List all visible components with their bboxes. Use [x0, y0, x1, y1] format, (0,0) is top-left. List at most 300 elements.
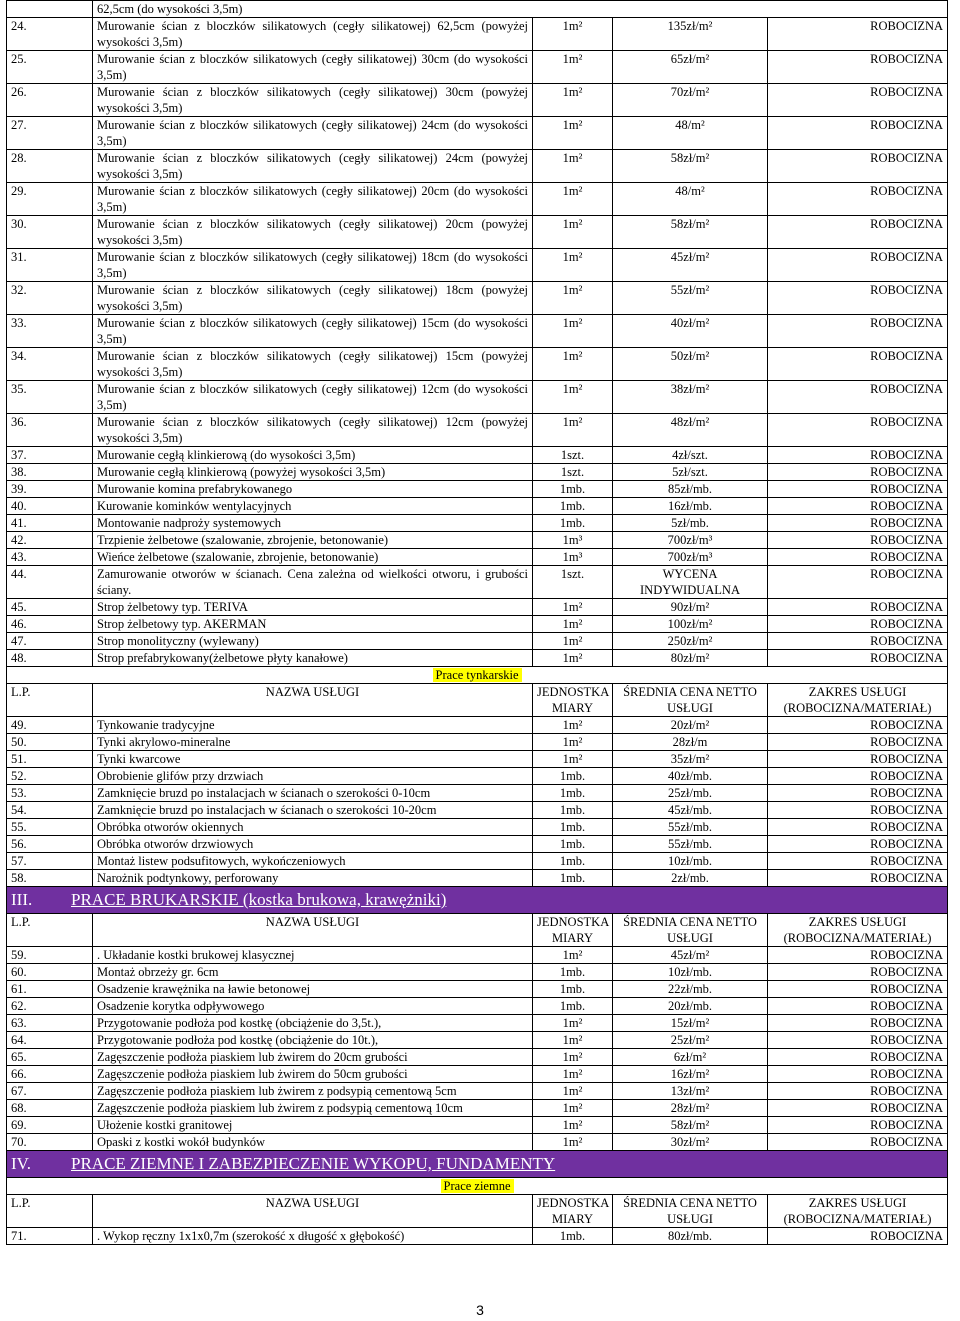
- row-name: Obróbka otworów drzwiowych: [93, 836, 533, 853]
- row-unit: 1mb.: [533, 768, 613, 785]
- row-lp: 56.: [7, 836, 93, 853]
- row-name: Montaż obrzeży gr. 6cm: [93, 964, 533, 981]
- row-scope: ROBOCIZNA: [768, 549, 948, 566]
- table-row: [7, 964, 948, 981]
- row-price: 85zł/mb.: [613, 481, 768, 498]
- section-heading: [7, 1151, 948, 1178]
- header-price: ŚREDNIA CENA NETTO USŁUGI: [613, 684, 768, 717]
- row-unit: 1m²: [533, 1134, 613, 1151]
- row-name: Murowanie ścian z bloczków silikatowych (cegły silikatowej) 12cm (do wysokości 3,5m): [93, 381, 533, 414]
- row-scope: ROBOCIZNA: [768, 216, 948, 249]
- row-unit: 1m²: [533, 216, 613, 249]
- row-price: 80zł/m²: [613, 650, 768, 667]
- row-name: Kurowanie kominków wentylacyjnych: [93, 498, 533, 515]
- table-row: [7, 117, 948, 150]
- row-name: Tynki akrylowo-mineralne: [93, 734, 533, 751]
- table-row: [7, 650, 948, 667]
- row-unit: 1m²: [533, 1083, 613, 1100]
- table-row: [7, 1015, 948, 1032]
- table-row: [7, 1100, 948, 1117]
- subsection-ziemne: [7, 1178, 948, 1195]
- row-unit: 1mb.: [533, 785, 613, 802]
- row-name: Ułożenie kostki granitowej: [93, 1117, 533, 1134]
- row-scope: ROBOCIZNA: [768, 315, 948, 348]
- row-lp: 57.: [7, 853, 93, 870]
- row-lp: 61.: [7, 981, 93, 998]
- section-title: PRACE BRUKARSKIE (kostka brukowa, krawężniki): [71, 890, 447, 909]
- row-lp: 38.: [7, 464, 93, 481]
- table-row: [7, 315, 948, 348]
- row-unit: 1m²: [533, 650, 613, 667]
- row-name: . Układanie kostki brukowej klasycznej: [93, 947, 533, 964]
- row-scope: ROBOCIZNA: [768, 414, 948, 447]
- row-price: 10zł/mb.: [613, 853, 768, 870]
- row-price: 5zł/mb.: [613, 515, 768, 532]
- row-lp: 66.: [7, 1066, 93, 1083]
- table-header-row: [7, 1195, 948, 1228]
- row-price: 5zł/szt.: [613, 464, 768, 481]
- row-name: Przygotowanie podłoża pod kostkę (obciążenie do 3,5t.),: [93, 1015, 533, 1032]
- table-row: [7, 498, 948, 515]
- row-scope: ROBOCIZNA: [768, 481, 948, 498]
- table-row: [7, 216, 948, 249]
- row-lp: 69.: [7, 1117, 93, 1134]
- row-scope: ROBOCIZNA: [768, 717, 948, 734]
- row-lp: 33.: [7, 315, 93, 348]
- subsection-tynkarskie: [7, 667, 948, 684]
- header-lp: L.P.: [7, 1195, 93, 1228]
- row-unit: 1m²: [533, 348, 613, 381]
- row-lp: 48.: [7, 650, 93, 667]
- row-scope: ROBOCIZNA: [768, 532, 948, 549]
- row-price: 22zł/mb.: [613, 981, 768, 998]
- row-name: Murowanie cegłą klinkierową (powyżej wysokości 3,5m): [93, 464, 533, 481]
- row-unit: 1m²: [533, 381, 613, 414]
- row-lp: 40.: [7, 498, 93, 515]
- row-name: Zagęszczenie podłoża piaskiem lub żwirem do 20cm grubości: [93, 1049, 533, 1066]
- row-price: 15zł/m²: [613, 1015, 768, 1032]
- row-name: Strop żelbetowy typ. AKERMAN: [93, 616, 533, 633]
- row-name: Strop prefabrykowany(żelbetowe płyty kanałowe): [93, 650, 533, 667]
- row-lp: 32.: [7, 282, 93, 315]
- row-lp: 37.: [7, 447, 93, 464]
- row-scope: ROBOCIZNA: [768, 18, 948, 51]
- row-price: 55zł/m²: [613, 282, 768, 315]
- row-lp: 28.: [7, 150, 93, 183]
- row-price: 65zł/m²: [613, 51, 768, 84]
- row-name: Przygotowanie podłoża pod kostkę (obciążenie do 10t.),: [93, 1032, 533, 1049]
- row-lp: 24.: [7, 18, 93, 51]
- header-name: NAZWA USŁUGI: [93, 1195, 533, 1228]
- row-unit: 1m²: [533, 18, 613, 51]
- row-scope: ROBOCIZNA: [768, 117, 948, 150]
- row-price: 28zł/m²: [613, 1100, 768, 1117]
- row-price: 135zł/m²: [613, 18, 768, 51]
- row-lp: 30.: [7, 216, 93, 249]
- table-row: [7, 464, 948, 481]
- row-scope: ROBOCIZNA: [768, 183, 948, 216]
- table-row: [7, 1083, 948, 1100]
- table-row: [7, 84, 948, 117]
- row-scope: ROBOCIZNA: [768, 51, 948, 84]
- table-row: [7, 249, 948, 282]
- table-row: [7, 717, 948, 734]
- row-name: Tynkowanie tradycyjne: [93, 717, 533, 734]
- table-row: [7, 532, 948, 549]
- row-name: Murowanie ścian z bloczków silikatowych (cegły silikatowej) 24cm (powyżej wysokości 3,5m): [93, 150, 533, 183]
- row-unit: 1szt.: [533, 447, 613, 464]
- row-lp: 52.: [7, 768, 93, 785]
- row-scope: ROBOCIZNA: [768, 515, 948, 532]
- row-unit: 1mb.: [533, 836, 613, 853]
- row-scope: ROBOCIZNA: [768, 819, 948, 836]
- row-price: 38zł/m²: [613, 381, 768, 414]
- row-name: Murowanie ścian z bloczków silikatowych (cegły silikatowej) 62,5cm (powyżej wysokości 3,5m): [93, 18, 533, 51]
- row-lp: 46.: [7, 616, 93, 633]
- row-price: 48zł/m²: [613, 414, 768, 447]
- row-name: Murowanie ścian z bloczków silikatowych (cegły silikatowej) 18cm (powyżej wysokości 3,5m): [93, 282, 533, 315]
- row-lp: 60.: [7, 964, 93, 981]
- row-name: Zagęszczenie podłoża piaskiem lub żwirem z podsypią cementową 10cm: [93, 1100, 533, 1117]
- table-row: [7, 633, 948, 650]
- table-row: [7, 447, 948, 464]
- row-price: 70zł/m²: [613, 84, 768, 117]
- row-name: Tynki kwarcowe: [93, 751, 533, 768]
- row-price: 48/m²: [613, 183, 768, 216]
- row-name: Osadzenie korytka odpływowego: [93, 998, 533, 1015]
- table-row: [7, 1, 948, 18]
- row-scope: ROBOCIZNA: [768, 498, 948, 515]
- row-price: 55zł/mb.: [613, 819, 768, 836]
- row-price: 25zł/mb.: [613, 785, 768, 802]
- table-row: [7, 183, 948, 216]
- row-unit: 1m²: [533, 1032, 613, 1049]
- header-name: NAZWA USŁUGI: [93, 914, 533, 947]
- row-unit: 1mb.: [533, 819, 613, 836]
- table-header-row: [7, 914, 948, 947]
- row-price: 45zł/mb.: [613, 802, 768, 819]
- row-name: Zamknięcie bruzd po instalacjach w ścianach o szerokości 10-20cm: [93, 802, 533, 819]
- row-unit: 1m²: [533, 84, 613, 117]
- row-scope: ROBOCIZNA: [768, 785, 948, 802]
- row-lp: 44.: [7, 566, 93, 599]
- row-price: 55zł/mb.: [613, 836, 768, 853]
- row-unit: 1mb.: [533, 998, 613, 1015]
- row-unit: 1m³: [533, 549, 613, 566]
- table-row: [7, 515, 948, 532]
- row-scope: ROBOCIZNA: [768, 998, 948, 1015]
- row-price: 6zł/m²: [613, 1049, 768, 1066]
- row-name: Murowanie ścian z bloczków silikatowych (cegły silikatowej) 12cm (powyżej wysokości 3,5m): [93, 414, 533, 447]
- row-unit: 1m²: [533, 282, 613, 315]
- row-scope: ROBOCIZNA: [768, 802, 948, 819]
- row-unit: 1m²: [533, 1117, 613, 1134]
- row-name: Wieńce żelbetowe (szalowanie, zbrojenie, betonowanie): [93, 549, 533, 566]
- row-unit: 1m²: [533, 1049, 613, 1066]
- row-scope: ROBOCIZNA: [768, 1117, 948, 1134]
- row-scope: ROBOCIZNA: [768, 381, 948, 414]
- row-name: Narożnik podtynkowy, perforowany: [93, 870, 533, 887]
- table-row: [7, 1134, 948, 1151]
- table-row: [7, 348, 948, 381]
- row-price: 58zł/m²: [613, 150, 768, 183]
- table-row: [7, 549, 948, 566]
- row-scope: ROBOCIZNA: [768, 768, 948, 785]
- price-list-table: [6, 0, 948, 1245]
- table-row: [7, 819, 948, 836]
- header-unit: JEDNOSTKA MIARY: [533, 684, 613, 717]
- row-price: 28zł/m: [613, 734, 768, 751]
- row-name: . Wykop ręczny 1x1x0,7m (szerokość x długość x głębokość): [93, 1228, 533, 1245]
- row-scope: ROBOCIZNA: [768, 1134, 948, 1151]
- row-unit: 1m²: [533, 1066, 613, 1083]
- row-name: Strop monolityczny (wylewany): [93, 633, 533, 650]
- row-price: 90zł/m²: [613, 599, 768, 616]
- row-name: Obróbka otworów okiennych: [93, 819, 533, 836]
- row-unit: 1mb.: [533, 802, 613, 819]
- row-price: WYCENA INDYWIDUALNA: [613, 566, 768, 599]
- row-scope: ROBOCIZNA: [768, 1049, 948, 1066]
- row-name: Murowanie ścian z bloczków silikatowych (cegły silikatowej) 24cm (do wysokości 3,5m): [93, 117, 533, 150]
- row-scope: ROBOCIZNA: [768, 282, 948, 315]
- row-scope: ROBOCIZNA: [768, 599, 948, 616]
- table-row: [7, 51, 948, 84]
- table-row: [7, 734, 948, 751]
- table-row: [7, 785, 948, 802]
- row-name: Montowanie nadproży systemowych: [93, 515, 533, 532]
- row-unit: 1m²: [533, 616, 613, 633]
- row-scope: ROBOCIZNA: [768, 836, 948, 853]
- row-price: 4zł/szt.: [613, 447, 768, 464]
- table-row: [7, 481, 948, 498]
- row-name: Montaż listew podsufitowych, wykończeniowych: [93, 853, 533, 870]
- row-price: 58zł/m²: [613, 216, 768, 249]
- row-unit: 1mb.: [533, 515, 613, 532]
- table-row: [7, 1049, 948, 1066]
- row-unit: 1szt.: [533, 566, 613, 599]
- row-price: 45zł/m²: [613, 249, 768, 282]
- row-unit: 1m²: [533, 633, 613, 650]
- row-scope: ROBOCIZNA: [768, 249, 948, 282]
- table-row: [7, 150, 948, 183]
- row-unit: 1szt.: [533, 464, 613, 481]
- row-lp: 31.: [7, 249, 93, 282]
- price-list-body: [7, 1, 948, 1245]
- row-lp: 43.: [7, 549, 93, 566]
- header-lp: L.P.: [7, 684, 93, 717]
- row-scope: ROBOCIZNA: [768, 633, 948, 650]
- row-lp: 63.: [7, 1015, 93, 1032]
- row-scope: ROBOCIZNA: [768, 870, 948, 887]
- table-row: [7, 853, 948, 870]
- row-scope: ROBOCIZNA: [768, 650, 948, 667]
- header-lp: L.P.: [7, 914, 93, 947]
- row-name: Murowanie ścian z bloczków silikatowych (cegły silikatowej) 30cm (powyżej wysokości 3,5m): [93, 84, 533, 117]
- row-lp: 41.: [7, 515, 93, 532]
- row-unit: 1mb.: [533, 853, 613, 870]
- row-lp: 68.: [7, 1100, 93, 1117]
- row-lp: 45.: [7, 599, 93, 616]
- table-row: [7, 1032, 948, 1049]
- table-row: [7, 802, 948, 819]
- row-lp: 47.: [7, 633, 93, 650]
- header-unit: JEDNOSTKA MIARY: [533, 1195, 613, 1228]
- row-price: 250zł/m²: [613, 633, 768, 650]
- row-name: Zagęszczenie podłoża piaskiem lub żwirem do 50cm grubości: [93, 1066, 533, 1083]
- row-scope: ROBOCIZNA: [768, 1083, 948, 1100]
- row-price: 10zł/mb.: [613, 964, 768, 981]
- section-heading-row: [7, 1151, 948, 1178]
- row-scope: ROBOCIZNA: [768, 734, 948, 751]
- row-lp: 62.: [7, 998, 93, 1015]
- header-scope: ZAKRES USŁUGI (ROBOCIZNA/MATERIAŁ): [768, 1195, 948, 1228]
- row-lp: 26.: [7, 84, 93, 117]
- row-scope: ROBOCIZNA: [768, 947, 948, 964]
- row-unit: 1m²: [533, 117, 613, 150]
- row-unit: 1m²: [533, 150, 613, 183]
- row-name: Murowanie ścian z bloczków silikatowych (cegły silikatowej) 20cm (do wysokości 3,5m): [93, 183, 533, 216]
- row-lp: 64.: [7, 1032, 93, 1049]
- row-name: Opaski z kostki wokół budynków: [93, 1134, 533, 1151]
- row-scope: ROBOCIZNA: [768, 1100, 948, 1117]
- row-price: 40zł/m²: [613, 315, 768, 348]
- row-lp: [7, 1, 93, 18]
- row-name: Murowanie cegłą klinkierową (do wysokości 3,5m): [93, 447, 533, 464]
- section-heading-row: [7, 887, 948, 914]
- table-header-row: [7, 684, 948, 717]
- header-price: ŚREDNIA CENA NETTO USŁUGI: [613, 1195, 768, 1228]
- row-name: Obrobienie glifów przy drzwiach: [93, 768, 533, 785]
- header-price: ŚREDNIA CENA NETTO USŁUGI: [613, 914, 768, 947]
- row-price: 80zł/mb.: [613, 1228, 768, 1245]
- table-row: [7, 1066, 948, 1083]
- row-price: 2zł/mb.: [613, 870, 768, 887]
- section-heading: [7, 887, 948, 914]
- row-unit: 1mb.: [533, 981, 613, 998]
- row-lp: 25.: [7, 51, 93, 84]
- table-row: [7, 1228, 948, 1245]
- row-scope: ROBOCIZNA: [768, 464, 948, 481]
- row-lp: 49.: [7, 717, 93, 734]
- row-lp: 71.: [7, 1228, 93, 1245]
- row-scope: ROBOCIZNA: [768, 566, 948, 599]
- row-lp: 35.: [7, 381, 93, 414]
- subsection-tynkarskie-cell: [7, 667, 948, 684]
- row-unit: 1m²: [533, 717, 613, 734]
- row-name: Murowanie ścian z bloczków silikatowych (cegły silikatowej) 18cm (do wysokości 3,5m): [93, 249, 533, 282]
- table-row: [7, 981, 948, 998]
- row-unit: 1m²: [533, 249, 613, 282]
- section-number: IV.: [11, 1154, 31, 1173]
- row-unit: 1m²: [533, 599, 613, 616]
- table-row: [7, 870, 948, 887]
- row-price: 25zł/m²: [613, 1032, 768, 1049]
- table-row: [7, 947, 948, 964]
- row-scope: ROBOCIZNA: [768, 1015, 948, 1032]
- row-unit: 1mb.: [533, 1228, 613, 1245]
- row-name: Murowanie ścian z bloczków silikatowych (cegły silikatowej) 30cm (do wysokości 3,5m): [93, 51, 533, 84]
- row-scope: ROBOCIZNA: [768, 616, 948, 633]
- page-number: 3: [476, 1302, 484, 1318]
- row-lp: 27.: [7, 117, 93, 150]
- row-lp: 42.: [7, 532, 93, 549]
- row-name: Murowanie komina prefabrykowanego: [93, 481, 533, 498]
- row-lp: 70.: [7, 1134, 93, 1151]
- table-row: [7, 836, 948, 853]
- row-name: Murowanie ścian z bloczków silikatowych (cegły silikatowej) 15cm (powyżej wysokości 3,5m): [93, 348, 533, 381]
- row-scope: ROBOCIZNA: [768, 150, 948, 183]
- row-lp: 54.: [7, 802, 93, 819]
- row-unit: 1m²: [533, 1100, 613, 1117]
- table-row: [7, 1117, 948, 1134]
- row-unit: 1m³: [533, 532, 613, 549]
- row-name: Osadzenie krawężnika na ławie betonowej: [93, 981, 533, 998]
- subsection-ziemne-cell: [7, 1178, 948, 1195]
- header-scope: ZAKRES USŁUGI (ROBOCIZNA/MATERIAŁ): [768, 914, 948, 947]
- row-lp: 39.: [7, 481, 93, 498]
- row-name: Zamurowanie otworów w ścianach. Cena zależna od wielkości otworu, i grubości ściany.: [93, 566, 533, 599]
- row-name: Murowanie ścian z bloczków silikatowych (cegły silikatowej) 20cm (powyżej wysokości 3,5m): [93, 216, 533, 249]
- section-title: PRACE ZIEMNE I ZABEZPIECZENIE WYKOPU, FUNDAMENTY: [71, 1154, 556, 1173]
- row-price: 58zł/m²: [613, 1117, 768, 1134]
- row-unit: 1m²: [533, 1015, 613, 1032]
- row-unit: 1m²: [533, 315, 613, 348]
- table-row: [7, 599, 948, 616]
- table-row: [7, 751, 948, 768]
- row-scope: ROBOCIZNA: [768, 348, 948, 381]
- row-unit: 1m²: [533, 51, 613, 84]
- row-price: 100zł/m²: [613, 616, 768, 633]
- row-lp: 53.: [7, 785, 93, 802]
- row-unit: 1m²: [533, 734, 613, 751]
- row-scope: ROBOCIZNA: [768, 447, 948, 464]
- row-lp: 58.: [7, 870, 93, 887]
- row-lp: 29.: [7, 183, 93, 216]
- table-row: [7, 768, 948, 785]
- subsection-tynkarskie-label: Prace tynkarskie: [433, 668, 522, 682]
- row-name: Zagęszczenie podłoża piaskiem lub żwirem z podsypią cementową 5cm: [93, 1083, 533, 1100]
- table-row: [7, 18, 948, 51]
- table-row: [7, 566, 948, 599]
- row-name: Murowanie ścian z bloczków silikatowych (cegły silikatowej) 15cm (do wysokości 3,5m): [93, 315, 533, 348]
- table-row: [7, 998, 948, 1015]
- row-unit: 1mb.: [533, 481, 613, 498]
- row-price: 50zł/m²: [613, 348, 768, 381]
- table-row: [7, 381, 948, 414]
- row-unit: 1mb.: [533, 870, 613, 887]
- row-price: 48/m²: [613, 117, 768, 150]
- row-scope: ROBOCIZNA: [768, 1066, 948, 1083]
- row-unit: 1m²: [533, 414, 613, 447]
- row-scope: ROBOCIZNA: [768, 853, 948, 870]
- header-name: NAZWA USŁUGI: [93, 684, 533, 717]
- row-price: 13zł/m²: [613, 1083, 768, 1100]
- row-scope: ROBOCIZNA: [768, 84, 948, 117]
- header-unit: JEDNOSTKA MIARY: [533, 914, 613, 947]
- row-lp: 67.: [7, 1083, 93, 1100]
- row-name: Zamknięcie bruzd po instalacjach w ścianach o szerokości 0-10cm: [93, 785, 533, 802]
- row-price: 700zł/m³: [613, 532, 768, 549]
- row-unit: 1mb.: [533, 498, 613, 515]
- row-unit: 1mb.: [533, 964, 613, 981]
- row-scope: ROBOCIZNA: [768, 964, 948, 981]
- row-lp: 55.: [7, 819, 93, 836]
- row-scope: ROBOCIZNA: [768, 981, 948, 998]
- table-row: [7, 616, 948, 633]
- row-price: 20zł/mb.: [613, 998, 768, 1015]
- row-name: 62,5cm (do wysokości 3,5m): [93, 1, 948, 18]
- section-number: III.: [11, 890, 33, 909]
